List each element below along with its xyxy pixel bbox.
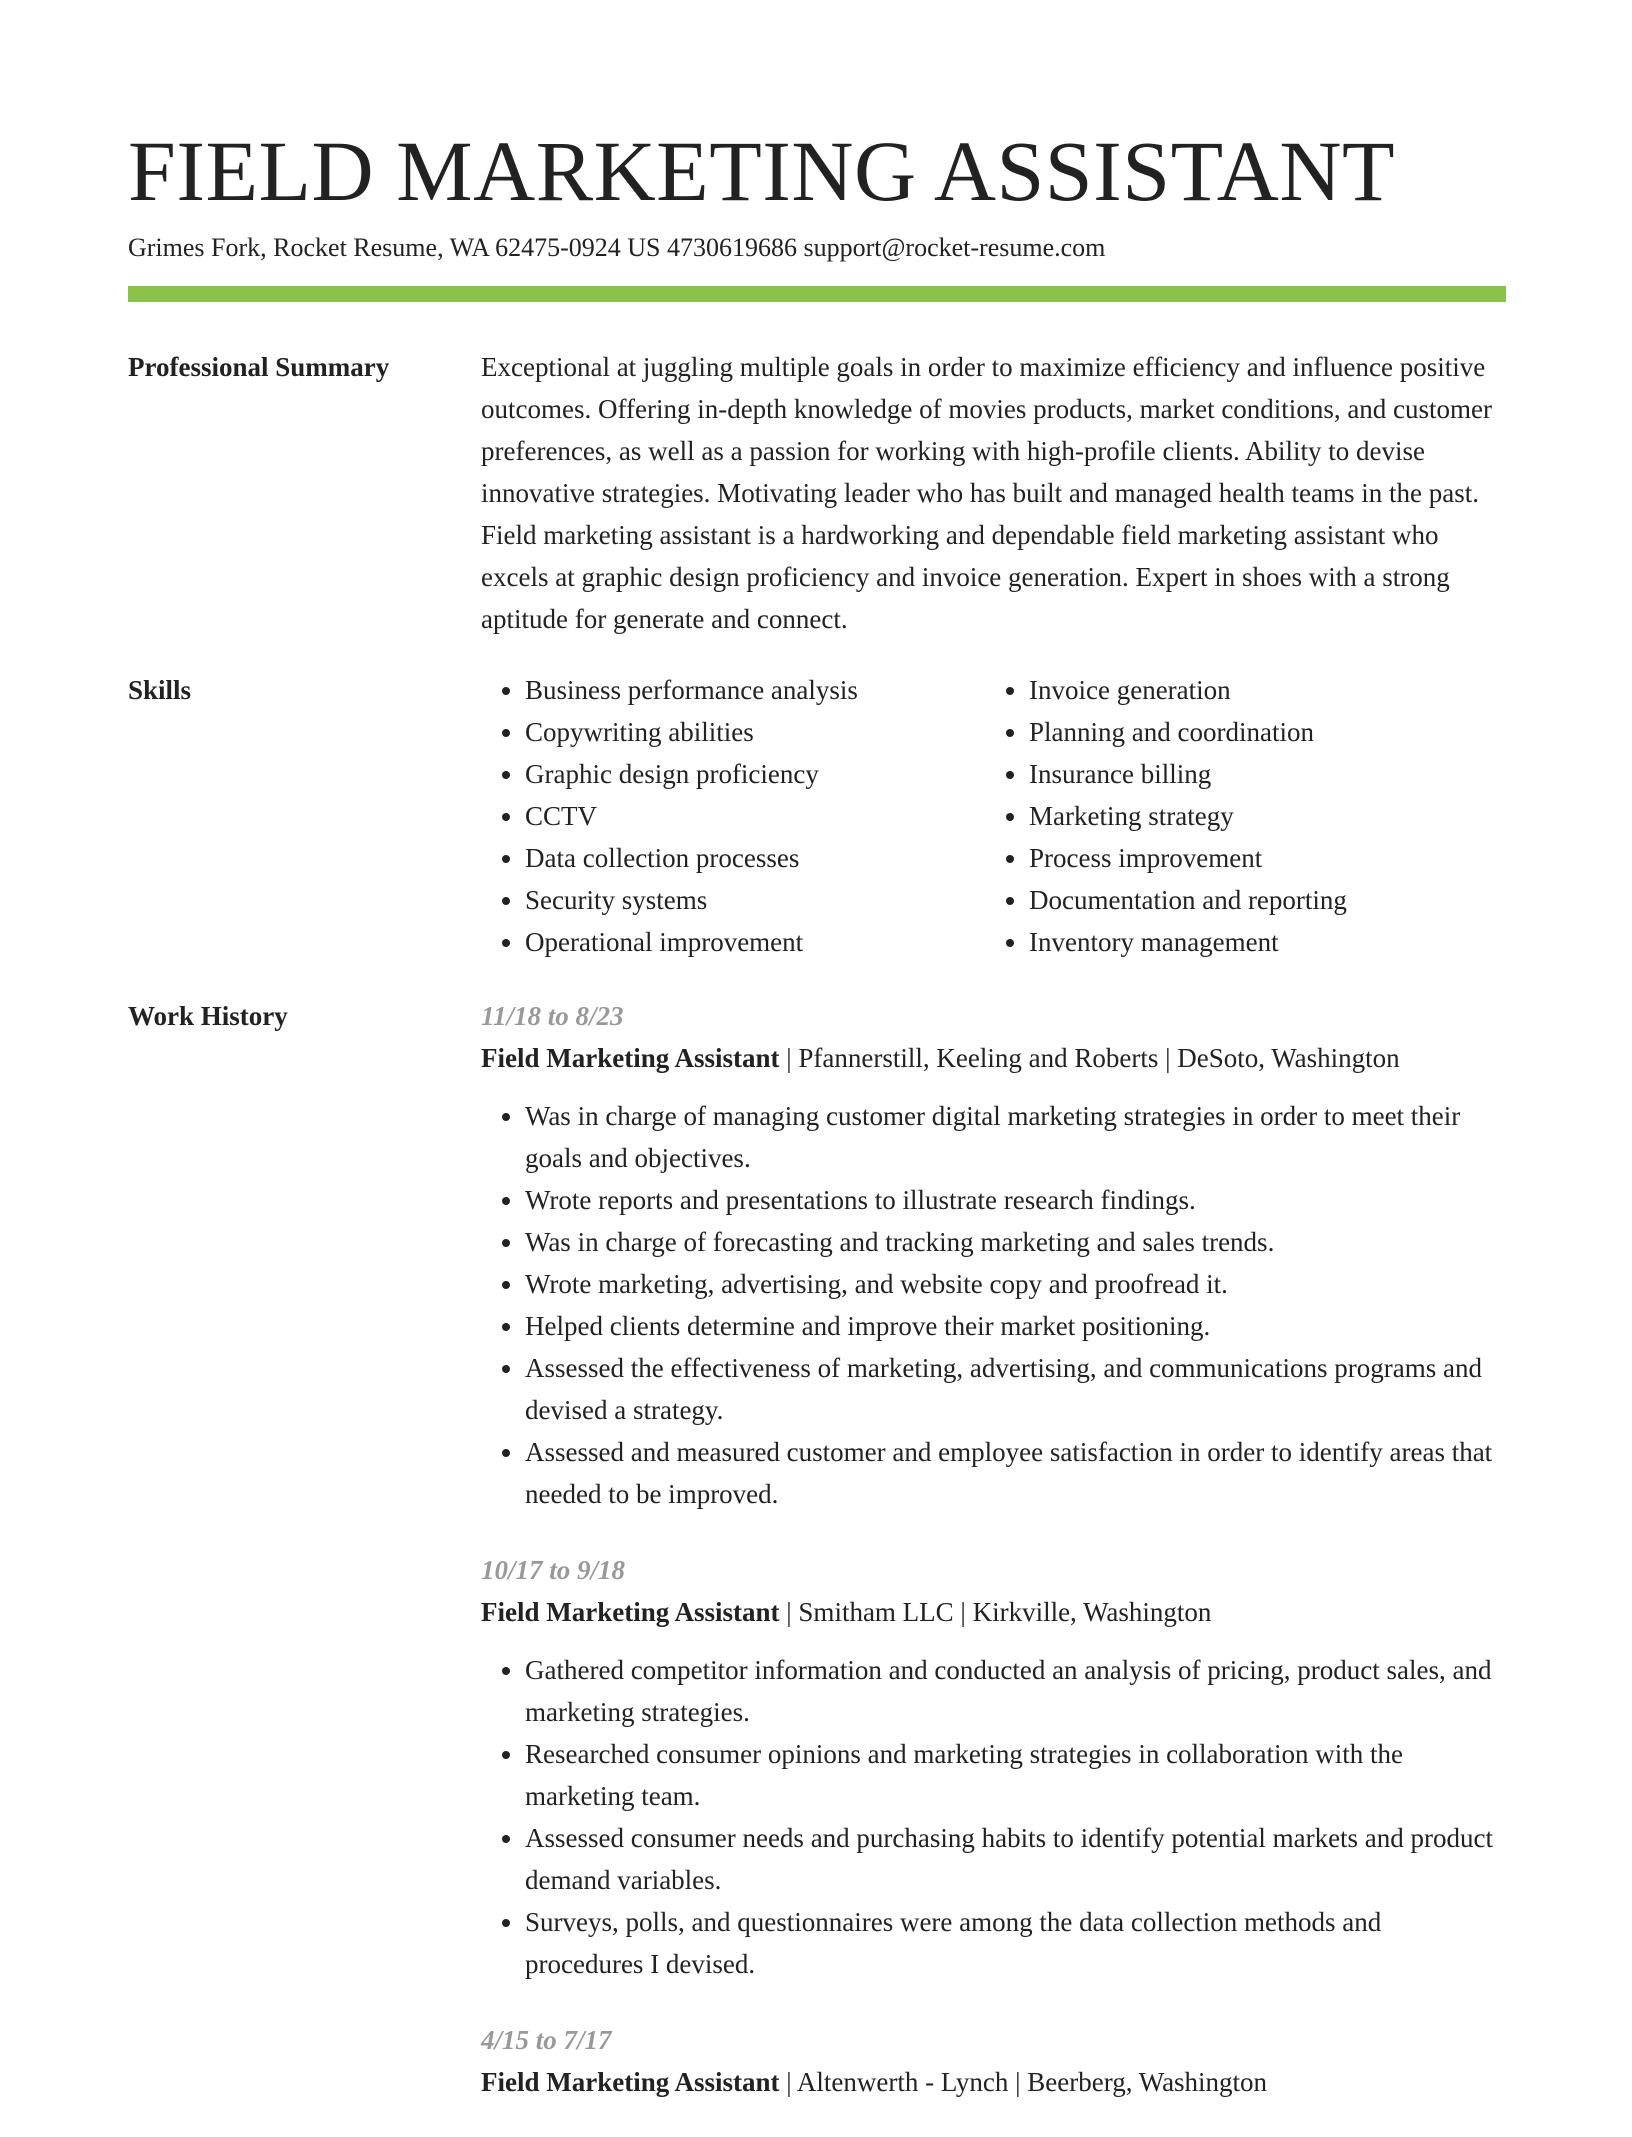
summary-body [481,346,1506,640]
skill-item: • Graphic design proficiency [525,753,985,795]
skills-list-right [985,669,1489,963]
job-entry [481,1549,1506,1985]
job-title: Field Marketing Assistant [481,2067,780,2097]
header-divider [128,286,1506,302]
job-title: Field Marketing Assistant [481,1597,780,1627]
job-entry [481,2019,1506,2103]
skill-item: • Business performance analysis [525,669,985,711]
skill-item: • Security systems [525,879,985,921]
job-bullets [481,1095,1506,1515]
skill-item: • Copywriting abilities [525,711,985,753]
job-dates: 4/15 to 7/17 [481,2025,612,2055]
job-bullet: • Researched consumer opinions and marketing strategies in collaboration with the marketing team. [525,1733,1506,1817]
job-bullet: • Assessed the effectiveness of marketing, advertising, and communications programs and devised a strategy. [525,1347,1506,1431]
job-header [481,1591,1506,1633]
job-title: Field Marketing Assistant [481,1043,780,1073]
skill-item: • CCTV [525,795,985,837]
job-employer-location: | Pfannerstill, Keeling and Roberts | DeSoto, Washington [779,1043,1400,1073]
job-header [481,2061,1506,2103]
skill-item: • Insurance billing [1029,753,1489,795]
skill-item: • Invoice generation [1029,669,1489,711]
job-bullets [481,1649,1506,1985]
job-bullet: • Surveys, polls, and questionnaires were among the data collection methods and procedures I devised. [525,1901,1506,1985]
job-dates: 11/18 to 8/23 [481,1001,624,1031]
skill-item: • Documentation and reporting [1029,879,1489,921]
skills-list-left [481,669,985,963]
skill-item: • Planning and coordination [1029,711,1489,753]
skills-columns [481,669,1506,963]
job-bullet: • Assessed and measured customer and employee satisfaction in order to identify areas that needed to be improved. [525,1431,1506,1515]
job-bullet: • Assessed consumer needs and purchasing habits to identify potential markets and product demand variables. [525,1817,1506,1901]
job-employer-location: | Altenwerth - Lynch | Beerberg, Washington [779,2067,1268,2097]
job-bullet: • Gathered competitor information and conducted an analysis of pricing, product sales, and marketing strategies. [525,1649,1506,1733]
resume-name: FIELD MARKETING ASSISTANT [128,123,1395,219]
job-bullet: • Wrote reports and presentations to illustrate research findings. [525,1179,1506,1221]
job-bullet: • Helped clients determine and improve their market positioning. [525,1305,1506,1347]
skill-item: • Data collection processes [525,837,985,879]
skill-item: • Inventory management [1029,921,1489,963]
skill-item: • Marketing strategy [1029,795,1489,837]
job-header [481,1037,1506,1079]
job-entry [481,995,1506,1515]
job-dates: 10/17 to 9/18 [481,1555,626,1585]
skills-body [481,669,1506,963]
work-history-body [481,995,1506,2137]
contact-line: Grimes Fork, Rocket Resume, WA 62475-0924 US 4730619686 support@rocket-resume.com [128,233,1106,262]
summary-heading: Professional Summary [128,352,390,382]
job-employer-location: | Smitham LLC | Kirkville, Washington [779,1597,1212,1627]
job-bullet: • Was in charge of forecasting and tracking marketing and sales trends. [525,1221,1506,1263]
skill-item: • Operational improvement [525,921,985,963]
skill-item: • Process improvement [1029,837,1489,879]
summary-text: Exceptional at juggling multiple goals in order to maximize efficiency and influence positive outcomes. Offering in-depth knowledge of movies products, market conditions, and customer preferences, as well as a passion for working with high-profile clients. Ability to devise innovative strategies. Motivating leader who has built and managed health teams in the past. Field marketing assistant is a hardworking and dependable field marketing assistant who excels at graphic design proficiency and invoice generation. Expert in shoes with a strong aptitude for generate and connect. [481,352,1493,634]
skills-heading: Skills [128,675,192,705]
work-history-heading: Work History [128,1001,288,1031]
job-bullet: • Was in charge of managing customer digital marketing strategies in order to meet their goals and objectives. [525,1095,1506,1179]
job-bullet: • Wrote marketing, advertising, and website copy and proofread it. [525,1263,1506,1305]
